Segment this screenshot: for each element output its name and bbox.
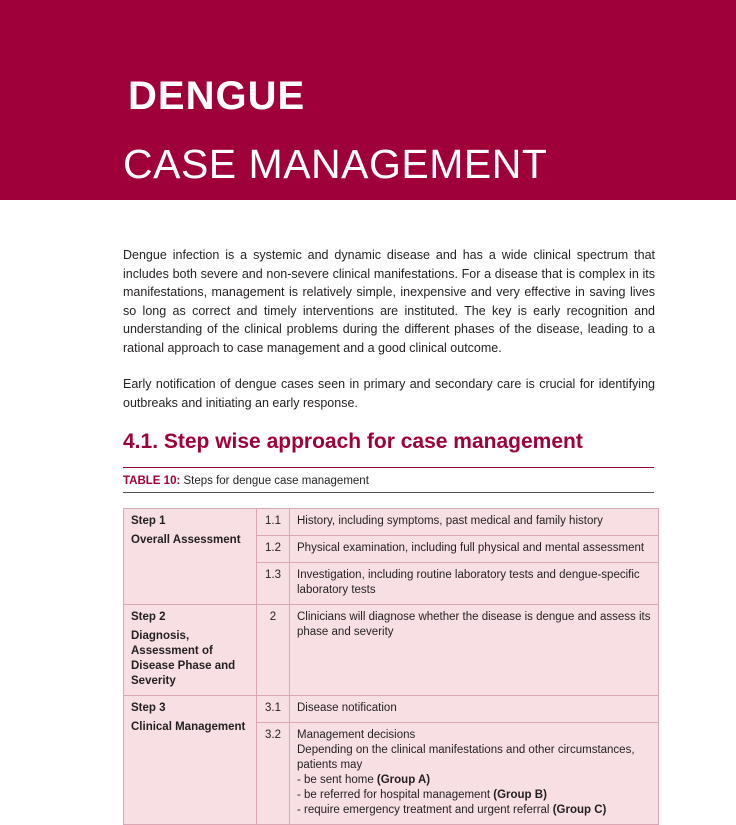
section-heading: 4.1. Step wise approach for case management [123, 430, 583, 453]
table-row [124, 605, 659, 696]
item-text: Physical examination, including full physical and mental assessment [290, 536, 659, 563]
group-label: (Group B) [493, 789, 547, 801]
intro-paragraph-2: Early notification of dengue cases seen in primary and secondary care is crucial for identifying outbreaks and initiating an early response. [123, 377, 655, 410]
item-number: 2 [257, 605, 290, 696]
option-group-c [297, 803, 651, 818]
item-number: 1.3 [257, 563, 290, 605]
item-number: 3.2 [257, 723, 290, 825]
group-label: (Group A) [376, 774, 431, 786]
table-caption-text: Steps for dengue case management [180, 475, 369, 487]
group-label: (Group C) [552, 804, 607, 816]
option-text: - be sent home [297, 774, 377, 786]
step-cell [124, 605, 257, 696]
step-label: Step 2 [131, 611, 166, 623]
caption-rule-top [123, 467, 654, 468]
item-text: Disease notification [290, 696, 659, 723]
item-text-management [290, 723, 659, 825]
option-text: - be referred for hospital management [297, 789, 494, 801]
step-name: Clinical Management [131, 721, 246, 733]
intro-paragraph-1: Dengue infection is a systemic and dynamic disease and has a wide clinical spectrum that includes both severe and non-severe clinical manifestations. For a disease that is complex in its manifestations, management is relatively simple, inexpensive and very effective in saving lives so long as correct and timely interventions are instituted. The key is early recognition and understanding of the clinical problems during the different phases of the disease, leading to a rational approach to case management and a good clinical outcome. [123, 248, 655, 355]
table-caption-label: TABLE 10: [123, 475, 181, 487]
item-number: 3.1 [257, 696, 290, 723]
title-case-management: CASE MANAGEMENT [123, 141, 548, 187]
step-cell [124, 509, 257, 605]
step-label: Step 1 [131, 515, 166, 527]
item-number: 1.1 [257, 509, 290, 536]
caption-rule-bottom [123, 492, 654, 493]
table-row [124, 509, 659, 536]
option-group-a [297, 773, 651, 788]
management-title: Management decisions [297, 729, 416, 741]
management-detail: Depending on the clinical manifestations and other circumstances, patients may [297, 744, 635, 771]
title-dengue: DENGUE [128, 74, 306, 118]
step-label: Step 3 [131, 702, 166, 714]
item-number: 1.2 [257, 536, 290, 563]
item-text: Investigation, including routine laboratory tests and dengue-specific laboratory tests [290, 563, 659, 605]
option-group-b [297, 788, 651, 803]
table-caption [123, 474, 369, 489]
item-text: Clinicians will diagnose whether the disease is dengue and assess its phase and severity [290, 605, 659, 696]
header-banner [0, 0, 736, 200]
item-text: History, including symptoms, past medical and family history [290, 509, 659, 536]
step-cell [124, 696, 257, 825]
steps-table [123, 508, 659, 825]
table-row [124, 696, 659, 723]
step-name: Diagnosis, Assessment of Disease Phase and Severity [131, 630, 236, 687]
option-text: - require emergency treatment and urgent referral [297, 804, 553, 816]
step-name: Overall Assessment [131, 534, 241, 546]
